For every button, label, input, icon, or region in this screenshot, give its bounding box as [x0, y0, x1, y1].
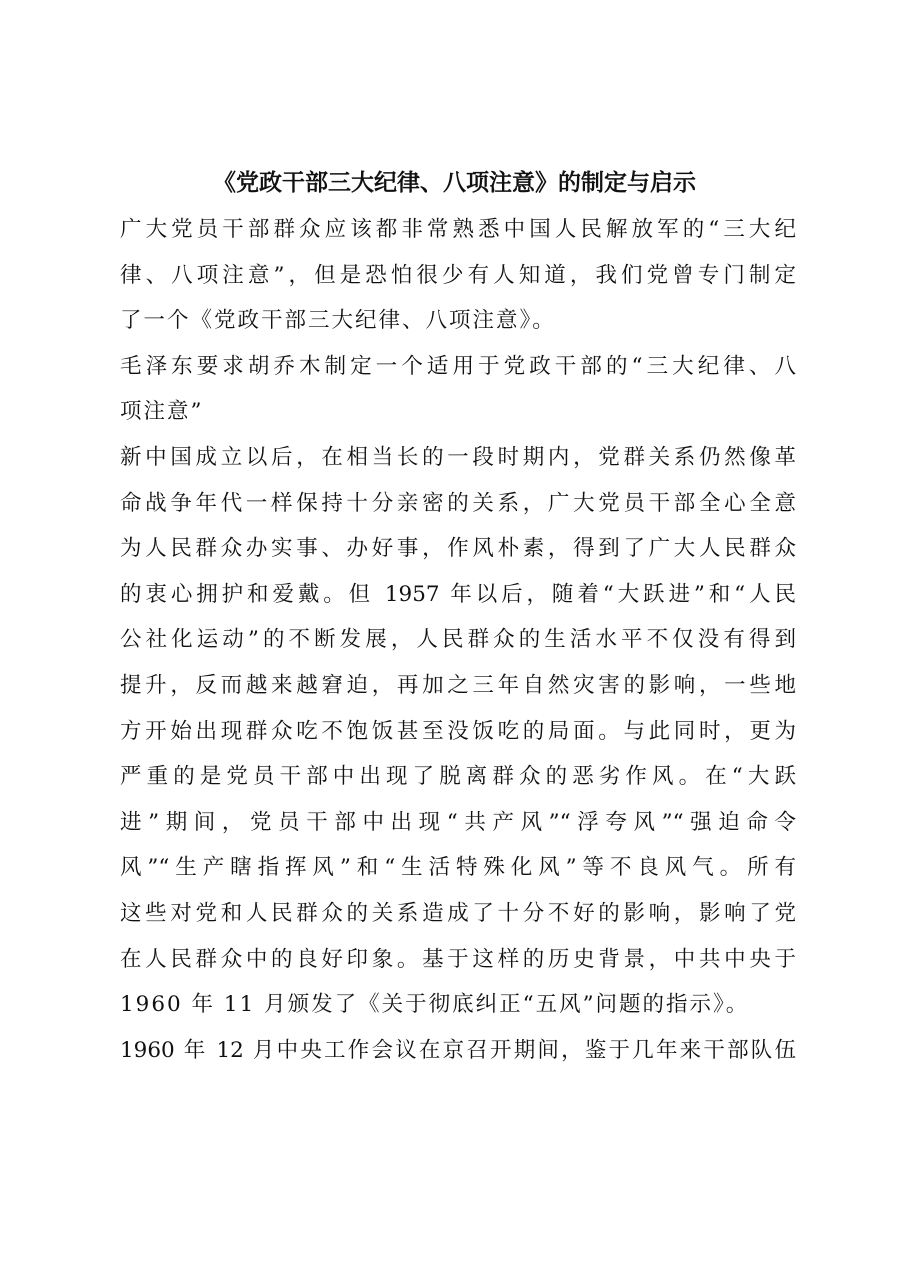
text-line: 提升，反而越来越窘迫，再加之三年自然灾害的影响，一些地	[120, 672, 796, 698]
text-line: 项注意”	[120, 399, 204, 425]
text-line: 这些对党和人民群众的关系造成了十分不好的影响，影响了党	[120, 900, 796, 926]
text-line: 命战争年代一样保持十分亲密的关系，广大党员干部全心全意	[120, 490, 796, 516]
text-line: 为人民群众办实事、办好事，作风朴素，得到了广大人民群众	[120, 536, 796, 562]
text-line: 方开始出现群众吃不饱饭甚至没饭吃的局面。与此同时，更为	[120, 718, 796, 744]
text-line: 了一个《党政干部三大纪律、八项注意》。	[120, 308, 556, 334]
text-line: 新中国成立以后，在相当长的一段时期内，党群关系仍然像革	[120, 444, 796, 470]
text-line: 在人民群众中的良好印象。基于这样的历史背景，中共中央于	[120, 946, 796, 972]
text-line: 1960 年 11 月颁发了《关于彻底纠正“五风”问题的指示》。	[120, 992, 750, 1018]
text-line: 的衷心拥护和爱戴。但 1957 年以后，随着“大跃进”和“人民	[120, 581, 796, 607]
text-line: 风”“生产瞎指挥风”和“生活特殊化风”等不良风气。所有	[120, 855, 796, 881]
document-title: 《党政干部三大纪律、八项注意》的制定与启示	[213, 169, 696, 196]
text-line: 进”期间，党员干部中出现“共产风”“浮夸风”“强迫命令	[120, 809, 796, 835]
text-line: 严重的是党员干部中出现了脱离群众的恶劣作风。在“大跃	[120, 764, 796, 790]
text-line: 毛泽东要求胡乔木制定一个适用于党政干部的“三大纪律、八	[120, 353, 796, 379]
text-line: 公社化运动”的不断发展，人民群众的生活水平不仅没有得到	[120, 627, 796, 653]
text-line: 广大党员干部群众应该都非常熟悉中国人民解放军的“三大纪	[120, 217, 796, 242]
text-line: 律、八项注意”，但是恐怕很少有人知道，我们党曾专门制定	[120, 262, 796, 288]
text-line: 1960 年 12 月中央工作会议在京召开期间，鉴于几年来干部队伍	[120, 1037, 796, 1063]
document-body	[120, 207, 796, 1073]
